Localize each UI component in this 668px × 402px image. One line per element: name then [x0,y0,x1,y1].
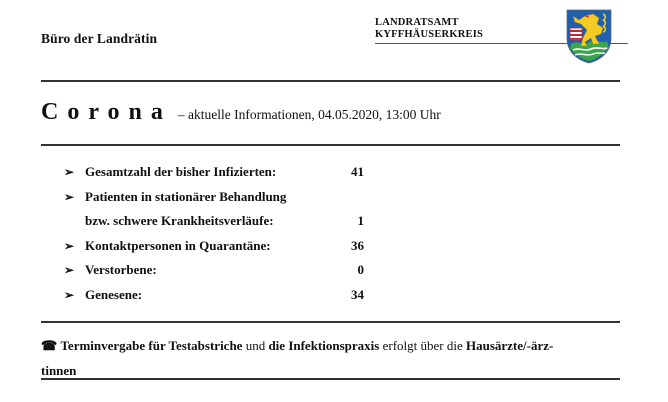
stat-value: 41 [351,164,364,179]
agency-name [375,17,483,41]
divider-bottom [41,378,620,380]
divider-title [41,144,620,146]
divider-top [41,80,620,82]
notice-bold-1: Terminvergabe für Testabstriche [60,338,243,353]
agency-line-1: LANDRATSAMT [375,17,459,28]
arrow-bullet-icon: ➢ [64,263,75,277]
notice-bold-2: die Infektionspraxis [268,338,380,353]
arrow-bullet-icon: ➢ [64,189,75,204]
notice-text-1: und [242,338,269,353]
telephone-icon: ☎ [41,338,58,353]
stat-quarantine [64,238,364,263]
stat-recovered [64,287,364,312]
divider-stats [41,321,620,323]
arrow-bullet-icon: ➢ [64,165,75,179]
notice-text-2: erfolgt über die [379,338,466,353]
stat-value: 1 [357,213,364,228]
stat-label: bzw. schwere Krankheitsverläufe: [85,213,274,228]
appointment-notice [41,333,621,383]
agency-line-2: KYFFHÄUSERKREIS [375,29,484,40]
stat-deceased [64,262,364,287]
page-title [41,99,441,126]
arrow-bullet-icon: ➢ [64,287,75,302]
stat-label: Genesene: [85,286,143,302]
title-subtitle: – aktuelle Informationen, 04.05.2020, 13:00 Uhr [177,107,441,122]
stat-label: Kontaktpersonen in Quarantäne: [85,237,271,253]
stat-value: 0 [357,262,364,277]
title-main: Corona [41,99,172,125]
stat-hospitalized-line1 [64,189,364,214]
stat-value: 36 [351,237,364,253]
arrow-bullet-icon: ➢ [64,238,75,253]
stat-label: Verstorbene: [85,262,157,277]
notice-bold-4: tinnen [41,363,77,378]
coat-of-arms-icon [565,8,613,64]
stat-value: 34 [351,286,364,302]
statistics-list [64,164,364,311]
stat-infected [64,164,364,189]
stat-label: Patienten in stationärer Behandlung [85,188,287,204]
stat-hospitalized-line2 [64,213,364,238]
office-name: Büro der Landrätin [41,31,158,46]
notice-bold-3: Hausärzte/-ärz- [465,338,554,353]
stat-label: Gesamtzahl der bisher Infizierten: [85,164,277,179]
